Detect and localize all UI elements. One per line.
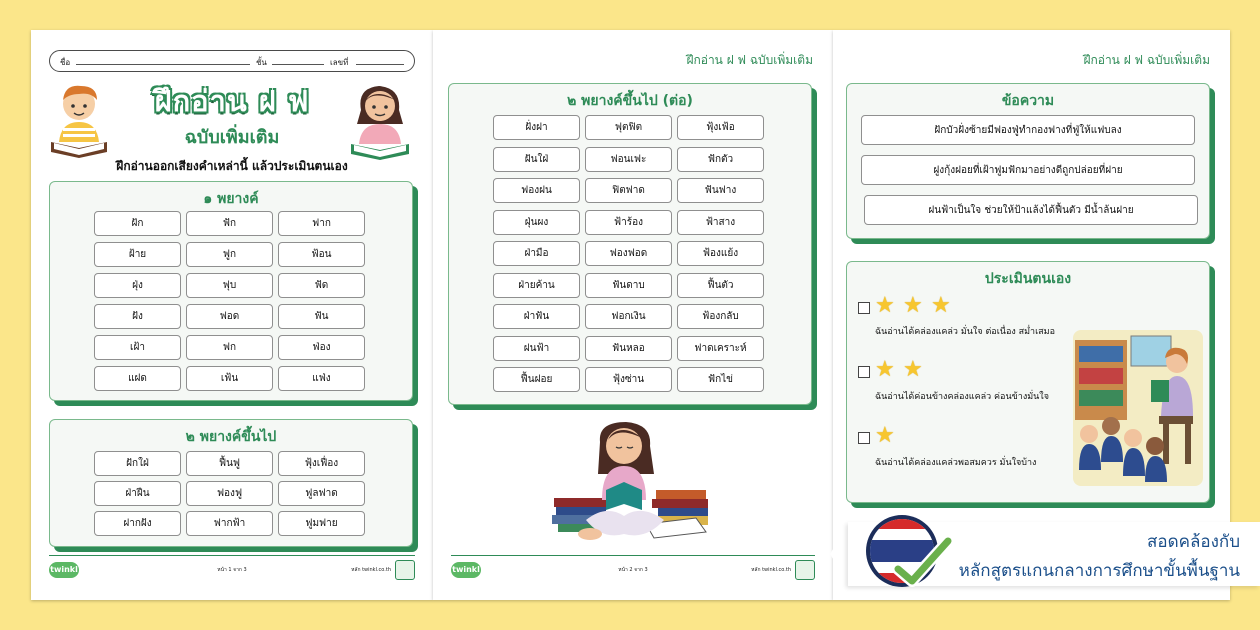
word-card: ฟักตัว [677,147,764,172]
girl-with-books-icon [546,420,714,554]
word-card: ฝนฟ้า [493,336,580,361]
page-header-title: ฝึกอ่าน ฝ ฟ ฉบับเพิ่มเติม [686,53,813,67]
class-line [272,64,324,65]
word-card: เฝ้า [94,335,181,360]
word-card: ฝัง [94,304,181,329]
word-card: ฝ้าย [94,242,181,267]
word-card: ฝ่าฟัน [493,304,580,329]
word-card: ฟ้อน [278,242,365,267]
star-icon: ★ [903,293,923,318]
star-icon: ★ [875,423,895,448]
word-card: ฟัน [278,304,365,329]
multi-syllable-title: ๒ พยางค์ขึ้นไป [185,429,277,445]
word-card: ฟูมฟาย [278,511,365,536]
word-card: ฟอนเฟะ [585,147,672,172]
page-footer [49,560,415,582]
word-card: ฟก [186,335,273,360]
one-syllable-title: ๑ พยางค์ [203,191,259,207]
footer-divider [451,555,815,556]
word-card: ฟ่อง [278,335,365,360]
word-card: ฟองฟู [186,481,273,506]
one-syllable-word-grid [94,211,365,391]
word-card: ฟันฟาง [677,178,764,203]
multi-syllable-box [49,419,413,547]
word-card: ฟูลฟาด [278,481,365,506]
number-label: เลขที่ [330,58,349,67]
word-card: ฟันดาบ [585,273,672,298]
word-card: ฝ่ามือ [493,241,580,266]
multi-syllable-continued-title: ๒ พยางค์ขึ้นไป (ต่อ) [567,93,693,109]
word-card: เฟ้น [186,366,273,391]
star-icon: ★ [903,357,923,382]
banner-line-2: หลักสูตรแกนกลางการศึกษาขั้นพื้นฐาน [958,561,1240,581]
teacher-storytime-icon [1073,330,1203,486]
word-card: ฟื้นฝอย [493,367,580,392]
word-card: ฝากฝัง [94,511,181,536]
word-card: ฟ้าร้อง [585,210,672,235]
message-item: ฝักบัวฝั่งซ้ายมีฟองฟู่ทำกองฟางที่ฟู่ให้แฟบลง [861,115,1195,145]
word-card: ฟิตฟาด [585,178,672,203]
twinkl-logo-icon: twinkl [451,562,481,578]
name-label: ชื่อ [60,58,71,67]
word-card: แฟ่ง [278,366,365,391]
word-card: ฟ้าสาง [677,210,764,235]
word-card: ฟื้นตัว [677,273,764,298]
footer-divider [49,555,415,556]
word-card: ฟาก [278,211,365,236]
word-card: ฟุ้งซ่าน [585,367,672,392]
twinkl-logo-icon: twinkl [49,562,79,578]
messages-box [846,83,1210,239]
name-line [76,64,250,65]
number-line [356,64,404,65]
word-card: ฟอด [186,304,273,329]
word-card: ฟองฝน [493,178,580,203]
word-card: ฟ้องแย้ง [677,241,764,266]
message-item: ฝนฟ้าเป็นใจ ช่วยให้ป้าแล้งได้ฟื้นตัว มีน้ำล้นฝาย [864,195,1198,225]
star-icon: ★ [875,357,895,382]
curriculum-badge-icon [395,560,415,580]
messages-title: ข้อความ [1001,93,1055,109]
word-card: ฟักไข่ [677,367,764,392]
banner-line-1: สอดคล้องกับ [1146,532,1240,552]
word-card: ฝุ่ง [94,273,181,298]
word-card: ฟองฟอด [585,241,672,266]
word-card: ฝักใฝ่ [94,451,181,476]
banner-point [830,522,850,586]
multi-syllable-continued-box [448,83,812,405]
page-footer [451,560,815,582]
word-card: ฟุบ [186,273,273,298]
page-number: หน้า 1 จาก 3 [217,567,247,573]
star-icon: ★ [875,293,895,318]
rating-checkbox-1-star[interactable] [858,432,870,444]
multi-syllable-word-grid [94,451,365,536]
word-card: ฝั่งฝา [493,115,580,140]
worksheet-page-2 [433,30,833,600]
page-header-title: ฝึกอ่าน ฝ ฟ ฉบับเพิ่มเติม [1083,53,1210,67]
self-assessment-box [846,261,1210,503]
word-card: ฝ่ายค้าน [493,273,580,298]
word-card: ฟัด [278,273,365,298]
footer-site: หลัก twinkl.co.th [351,567,391,573]
word-card: แฝด [94,366,181,391]
word-card: ฝุ่นผง [493,210,580,235]
rating-text-2-stars: ฉันอ่านได้ค่อนข้างคล่องแคล่ว ค่อนข้างมั่นใจ [875,392,1049,402]
class-label: ชั้น [256,58,267,67]
one-syllable-box [49,181,413,401]
word-card: ฟุ้งเฟ้อ [677,115,764,140]
word-card: ฟาดเคราะห์ [677,336,764,361]
word-card: ฟอกเงิน [585,304,672,329]
word-card: ฝัก [94,211,181,236]
name-class-number-bar [49,50,415,72]
worksheet-title: ฝึกอ่าน ฝ ฟ [154,84,310,118]
word-card: ฟากฟ้า [186,511,273,536]
curriculum-badge-icon [795,560,815,580]
multi-syllable-continued-grid [493,115,764,392]
word-card: ฟื้นฟู [186,451,273,476]
thai-flag-check-icon [864,509,952,593]
word-card: ฟันหลอ [585,336,672,361]
word-card: ฟ้องกลับ [677,304,764,329]
word-card: ฝันใฝ่ [493,147,580,172]
rating-text-3-stars: ฉันอ่านได้คล่องแคล่ว มั่นใจ ต่อเนื่อง สม่ำเสมอ [875,327,1055,337]
star-icon: ★ [931,293,951,318]
worksheet-subtitle: ฉบับเพิ่มเติม [184,127,280,148]
word-card: ฟัก [186,211,273,236]
worksheet-page-1 [31,30,433,600]
message-item: ฝูงกุ้งฝอยที่เฝ้าฟูมฟักมาอย่างดีถูกปล่อยที่ฝาย [861,155,1195,185]
rating-checkbox-3-stars[interactable] [858,302,870,314]
footer-site: หลัก twinkl.co.th [751,567,791,573]
word-card: ฟุ้งเฟื่อง [278,451,365,476]
self-assessment-title: ประเมินตนเอง [984,271,1072,287]
rating-checkbox-2-stars[interactable] [858,366,870,378]
worksheet-instruction: ฝึกอ่านออกเสียงคำเหล่านี้ แล้วประเมินตนเอง [116,159,348,173]
word-card: ฟุตฟิต [585,115,672,140]
page-number: หน้า 2 จาก 3 [618,567,648,573]
rating-text-1-star: ฉันอ่านได้คล่องแคล่วพอสมควร มั่นใจบ้าง [875,458,1037,468]
word-card: ฝ่าฝืน [94,481,181,506]
word-card: ฟูก [186,242,273,267]
curriculum-banner [830,519,1260,589]
